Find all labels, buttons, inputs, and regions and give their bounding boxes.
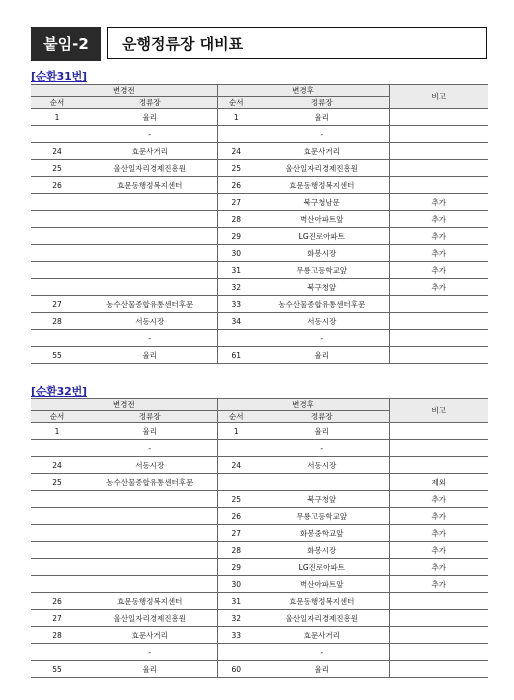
before-order-cell [31,126,83,143]
after-stop-cell: 서동시장 [255,457,389,474]
after-stop-cell: 농수산물종합유통센터후문 [255,296,389,313]
table-row [31,440,488,457]
after-stop-cell: 북구청앞 [255,279,389,296]
after-order-cell: 33 [217,296,255,313]
note-cell [389,440,488,457]
after-stop-cell: 효문동행정복지센터 [255,593,389,610]
after-stop-cell: 효문동행정복지센터 [255,177,389,194]
before-stop-cell: 농수산물종합유통센터후문 [83,474,217,491]
before-order-cell: 26 [31,177,83,194]
before-stop-cell: 효문동행정복지센터 [83,593,217,610]
table-row [31,347,488,364]
note-cell: 추가 [389,262,488,279]
order-header: 순서 [217,411,255,423]
route32-table [31,398,488,678]
before-order-cell [31,211,83,228]
note-cell [389,177,488,194]
table-row [31,160,488,177]
table-row [31,508,488,525]
before-order-cell: 28 [31,313,83,330]
after-order-cell: 61 [217,347,255,364]
note-cell: 추가 [389,194,488,211]
after-order-cell: 33 [217,627,255,644]
table-row [31,279,488,296]
table-row [31,211,488,228]
after-order-cell: 26 [217,508,255,525]
table-row [31,143,488,160]
before-header: 변경전 [31,399,217,411]
note-cell [389,126,488,143]
table-row [31,296,488,313]
table-row [31,423,488,440]
after-header: 변경후 [217,399,389,411]
after-stop-cell: 울산일자리경제진흥원 [255,610,389,627]
before-stop-cell [83,262,217,279]
before-stop-cell: 효문사거리 [83,143,217,160]
before-order-cell: 24 [31,143,83,160]
before-order-cell: 28 [31,627,83,644]
before-stop-cell: 율리 [83,347,217,364]
after-order-cell: 1 [217,423,255,440]
stop-header: 정류장 [83,97,217,109]
note-cell: 추가 [389,279,488,296]
after-order-cell [217,474,255,491]
before-order-cell: 55 [31,661,83,678]
after-stop-cell: 울산일자리경제진흥원 [255,160,389,177]
stop-header: 정류장 [255,411,389,423]
before-stop-cell [83,211,217,228]
before-stop-cell: 울산일자리경제진흥원 [83,610,217,627]
note-cell [389,423,488,440]
after-order-cell: 34 [217,313,255,330]
note-cell: 추가 [389,245,488,262]
note-cell: 추가 [389,491,488,508]
before-order-cell [31,228,83,245]
before-order-cell: 26 [31,593,83,610]
table-row [31,228,488,245]
table-row [31,262,488,279]
after-order-cell: 24 [217,143,255,160]
table-row [31,109,488,126]
after-stop-cell: 화봉시장 [255,245,389,262]
after-stop-cell: 율리 [255,109,389,126]
note-cell [389,644,488,661]
after-stop-cell: - [255,440,389,457]
after-order-cell: 30 [217,245,255,262]
after-order-cell [217,330,255,347]
note-cell [389,160,488,177]
table-row [31,542,488,559]
before-stop-cell: 서동시장 [83,313,217,330]
before-order-cell: 25 [31,474,83,491]
table-row [31,330,488,347]
after-stop-cell: 서동시장 [255,313,389,330]
table-row [31,576,488,593]
after-order-cell: 25 [217,491,255,508]
table-row [31,593,488,610]
table-row [31,126,488,143]
after-order-cell: 27 [217,194,255,211]
after-order-cell: 32 [217,610,255,627]
after-stop-cell: 무룡고등학교앞 [255,262,389,279]
stop-header: 정류장 [83,411,217,423]
before-stop-cell [83,279,217,296]
after-order-cell: 28 [217,211,255,228]
attachment-badge: 붙임-2 [31,27,101,61]
table-row [31,177,488,194]
after-order-cell: 26 [217,177,255,194]
route32-label: [순환32번] [31,385,87,398]
note-cell: 추가 [389,559,488,576]
before-order-cell [31,491,83,508]
before-order-cell [31,262,83,279]
note-cell: 추가 [389,508,488,525]
before-header: 변경전 [31,85,217,97]
before-order-cell: 25 [31,160,83,177]
before-stop-cell: 율리 [83,109,217,126]
before-stop-cell [83,194,217,211]
after-stop-cell: - [255,330,389,347]
after-stop-cell [255,474,389,491]
note-cell [389,296,488,313]
note-cell [389,627,488,644]
document-header [31,27,489,61]
after-stop-cell: 벽산아파트앞 [255,211,389,228]
after-stop-cell: 효문사거리 [255,627,389,644]
table-row [31,559,488,576]
route31-label: [순환31번] [31,70,87,83]
after-order-cell: 1 [217,109,255,126]
note-cell: 제외 [389,474,488,491]
after-stop-cell: 효문사거리 [255,143,389,160]
before-stop-cell: 율리 [83,661,217,678]
after-stop-cell: - [255,126,389,143]
before-order-cell [31,576,83,593]
table-row [31,313,488,330]
note-cell [389,593,488,610]
after-stop-cell: LG진로아파트 [255,559,389,576]
after-stop-cell: 북구청앞 [255,491,389,508]
before-stop-cell [83,491,217,508]
table-row [31,610,488,627]
table-row [31,457,488,474]
before-order-cell [31,644,83,661]
after-stop-cell: 화봉시장 [255,542,389,559]
after-order-cell [217,126,255,143]
note-cell: 추가 [389,542,488,559]
before-order-cell: 1 [31,423,83,440]
after-order-cell: 31 [217,262,255,279]
after-stop-cell: 율리 [255,661,389,678]
after-stop-cell: 벽산아파트앞 [255,576,389,593]
before-order-cell: 27 [31,296,83,313]
after-stop-cell: 무룡고등학교앞 [255,508,389,525]
before-order-cell [31,245,83,262]
after-order-cell: 60 [217,661,255,678]
after-order-cell: 29 [217,559,255,576]
before-stop-cell: 농수산물종합유통센터후문 [83,296,217,313]
after-order-cell: 24 [217,457,255,474]
order-header: 순서 [31,411,83,423]
before-stop-cell: - [83,126,217,143]
after-stop-cell: - [255,644,389,661]
note-cell [389,109,488,126]
before-order-cell [31,559,83,576]
before-stop-cell: - [83,330,217,347]
note-cell [389,457,488,474]
note-cell [389,347,488,364]
table-row [31,627,488,644]
before-stop-cell: 율리 [83,423,217,440]
after-stop-cell: 화봉중학교앞 [255,525,389,542]
after-stop-cell: 율리 [255,423,389,440]
document-title: 운행정류장 대비표 [107,27,487,59]
after-stop-cell: 북구청남문 [255,194,389,211]
order-header: 순서 [31,97,83,109]
table-row [31,194,488,211]
after-order-cell: 31 [217,593,255,610]
before-stop-cell [83,576,217,593]
before-order-cell [31,194,83,211]
before-order-cell [31,508,83,525]
before-order-cell [31,525,83,542]
note-header: 비고 [389,85,488,109]
note-cell: 추가 [389,228,488,245]
before-stop-cell [83,228,217,245]
stop-header: 정류장 [255,97,389,109]
after-order-cell: 29 [217,228,255,245]
before-order-cell: 24 [31,457,83,474]
note-cell [389,313,488,330]
after-stop-cell: 율리 [255,347,389,364]
before-order-cell [31,279,83,296]
note-header: 비고 [389,399,488,423]
before-order-cell [31,542,83,559]
route31-table [31,84,488,364]
table-row [31,245,488,262]
before-order-cell [31,440,83,457]
before-stop-cell [83,559,217,576]
before-stop-cell: 효문동행정복지센터 [83,177,217,194]
after-header: 변경후 [217,85,389,97]
before-order-cell [31,330,83,347]
after-stop-cell: LG진로아파트 [255,228,389,245]
before-stop-cell: - [83,644,217,661]
before-stop-cell [83,508,217,525]
before-stop-cell: 울산일자리경제진흥원 [83,160,217,177]
note-cell: 추가 [389,211,488,228]
before-order-cell: 27 [31,610,83,627]
note-cell: 추가 [389,525,488,542]
after-order-cell: 27 [217,525,255,542]
after-order-cell: 25 [217,160,255,177]
note-cell [389,610,488,627]
after-order-cell: 32 [217,279,255,296]
note-cell [389,143,488,160]
order-header: 순서 [217,97,255,109]
before-stop-cell: 효문사거리 [83,627,217,644]
after-order-cell [217,440,255,457]
before-order-cell: 1 [31,109,83,126]
after-order-cell: 28 [217,542,255,559]
before-stop-cell [83,245,217,262]
table-row [31,474,488,491]
before-stop-cell: 서동시장 [83,457,217,474]
note-cell [389,330,488,347]
before-stop-cell [83,542,217,559]
before-stop-cell: - [83,440,217,457]
after-order-cell [217,644,255,661]
table-row [31,525,488,542]
table-row [31,644,488,661]
table-row [31,661,488,678]
table-row [31,491,488,508]
note-cell [389,661,488,678]
before-order-cell: 55 [31,347,83,364]
after-order-cell: 30 [217,576,255,593]
note-cell: 추가 [389,576,488,593]
before-stop-cell [83,525,217,542]
